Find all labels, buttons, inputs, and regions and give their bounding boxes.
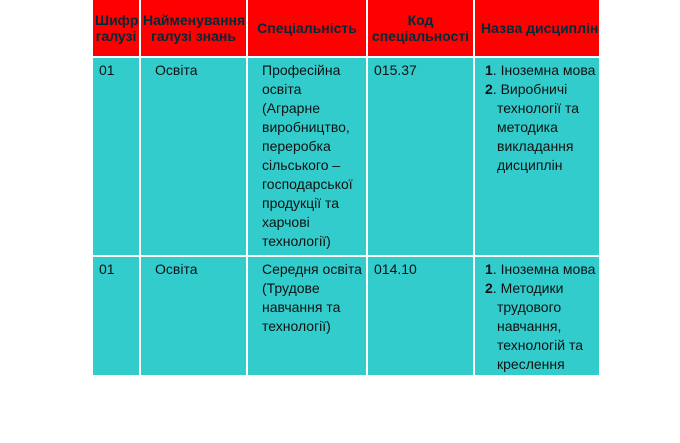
cell-disciplines bbox=[474, 256, 599, 375]
cell-disciplines bbox=[474, 57, 599, 256]
specialty-line: переробка bbox=[262, 138, 331, 154]
discipline-text-line: методика bbox=[497, 119, 558, 135]
header-specialty-code-line1: Код bbox=[407, 12, 434, 28]
discipline-text-line: викладання bbox=[497, 138, 574, 154]
cell-specialty-code: 015.37 bbox=[367, 57, 474, 256]
discipline-text-line: навчання, bbox=[497, 318, 562, 334]
specialty-line: господарської bbox=[262, 176, 353, 192]
cell-field-name: Освіта bbox=[140, 256, 247, 375]
discipline-item bbox=[485, 279, 599, 298]
discipline-text: . Іноземна мова bbox=[492, 62, 596, 78]
discipline-item bbox=[485, 260, 599, 279]
header-field-name-line1: Найменування bbox=[143, 12, 246, 28]
curriculum-table bbox=[93, 0, 599, 375]
cell-specialty bbox=[247, 57, 367, 256]
discipline-text-line: трудового bbox=[497, 299, 562, 315]
header-field-code bbox=[93, 0, 140, 57]
header-disciplines-label: Назва дисциплін bbox=[481, 20, 599, 36]
header-specialty-code bbox=[367, 0, 474, 57]
header-specialty-label: Спеціальність bbox=[257, 20, 357, 36]
specialty-line: продукції та bbox=[262, 195, 340, 211]
header-field-code-line2: галузі bbox=[95, 28, 137, 44]
discipline-item bbox=[485, 80, 599, 99]
specialty-line: (Трудове bbox=[262, 280, 320, 296]
specialty-line: технології) bbox=[262, 318, 331, 334]
specialty-line: (Аграрне bbox=[262, 100, 320, 116]
cell-field-name: Освіта bbox=[140, 57, 247, 256]
discipline-number: 1 bbox=[485, 261, 493, 277]
header-specialty-code-line2: спеціальності bbox=[371, 28, 470, 44]
specialty-line: харчові bbox=[262, 214, 310, 230]
discipline-number: 2 bbox=[485, 81, 493, 97]
discipline-item bbox=[485, 61, 599, 80]
discipline-text: . Виробничі bbox=[492, 81, 568, 97]
specialty-line: Професійна bbox=[262, 62, 341, 78]
header-row bbox=[93, 0, 599, 57]
specialty-line: освіта bbox=[262, 81, 302, 97]
discipline-text: . Іноземна мова bbox=[492, 261, 596, 277]
discipline-text-line: дисциплін bbox=[497, 157, 563, 173]
header-field-name bbox=[140, 0, 247, 57]
discipline-text-line: технології та bbox=[497, 100, 580, 116]
curriculum-table-container bbox=[93, 0, 599, 375]
header-specialty bbox=[247, 0, 367, 57]
specialty-line: Середня освіта bbox=[262, 261, 362, 277]
cell-specialty bbox=[247, 256, 367, 375]
header-field-code-line1: Шифр bbox=[95, 12, 139, 28]
header-field-name-line2: галузі знань bbox=[151, 28, 236, 44]
specialty-line: виробництво, bbox=[262, 119, 350, 135]
table-row bbox=[93, 256, 599, 375]
cell-field-code: 01 bbox=[93, 256, 140, 375]
header-disciplines bbox=[474, 0, 599, 57]
discipline-text-line: технологій та bbox=[497, 337, 584, 353]
discipline-number: 2 bbox=[485, 280, 493, 296]
discipline-text-line: креслення bbox=[497, 356, 565, 372]
discipline-text: . Методики bbox=[492, 280, 564, 296]
specialty-line: сільського – bbox=[262, 157, 341, 173]
table-row bbox=[93, 57, 599, 256]
specialty-line: навчання та bbox=[262, 299, 341, 315]
specialty-line: технології) bbox=[262, 233, 331, 249]
cell-field-code: 01 bbox=[93, 57, 140, 256]
discipline-number: 1 bbox=[485, 62, 493, 78]
cell-specialty-code: 014.10 bbox=[367, 256, 474, 375]
